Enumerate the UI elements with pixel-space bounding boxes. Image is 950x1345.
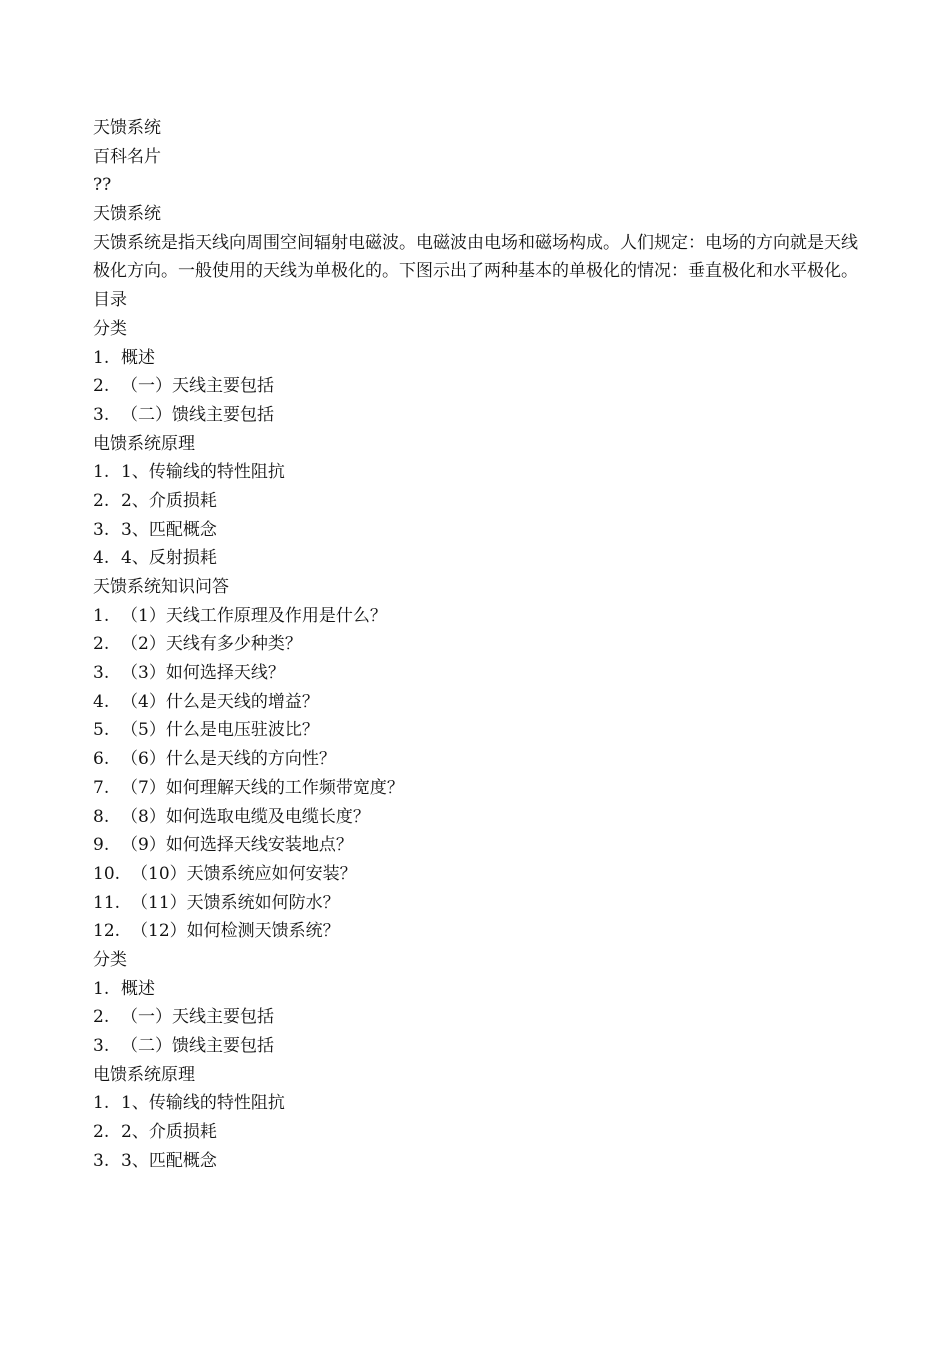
toc-item-label: （1）天线工作原理及作用是什么？	[121, 605, 387, 626]
toc-item-label: （6）什么是天线的方向性？	[121, 749, 336, 770]
toc-item[interactable]	[93, 344, 868, 373]
toc-item-label: （一）天线主要包括	[121, 376, 274, 397]
toc-item-number: 10.	[93, 863, 121, 884]
toc-item-number: 2.	[93, 1122, 110, 1143]
toc-item[interactable]	[93, 803, 868, 832]
toc-item[interactable]	[93, 630, 868, 659]
toc-item-label: （9）如何选择天线安装地点？	[121, 835, 353, 856]
toc-item-number: 8.	[93, 806, 110, 827]
toc-item-label: 4、反射损耗	[121, 548, 217, 569]
toc-item-label: （一）天线主要包括	[121, 1007, 274, 1028]
toc-item-number: 1.	[93, 462, 110, 483]
toc-item-number: 9.	[93, 835, 110, 856]
toc-item-number: 2.	[93, 376, 110, 397]
toc-item[interactable]	[93, 1118, 868, 1147]
document-page	[93, 114, 868, 1175]
toc-item[interactable]	[93, 372, 868, 401]
toc-item-number: 12.	[93, 921, 121, 942]
toc-item-label: （2）天线有多少种类？	[121, 634, 302, 655]
toc-item[interactable]	[93, 831, 868, 860]
toc-item[interactable]	[93, 889, 868, 918]
toc-item[interactable]	[93, 917, 868, 946]
toc-item-number: 4.	[93, 548, 110, 569]
toc-item[interactable]	[93, 860, 868, 889]
toc-item-label: （二）馈线主要包括	[121, 1036, 274, 1057]
toc-item-number: 1.	[93, 1093, 110, 1114]
image-placeholder-text: ??	[93, 175, 112, 196]
toc-item[interactable]	[93, 1089, 868, 1118]
page-title: 天馈系统	[93, 118, 161, 138]
toc-item[interactable]	[93, 602, 868, 631]
toc-item[interactable]	[93, 544, 868, 573]
toc-section-heading[interactable]: 天馈系统知识问答	[93, 577, 229, 598]
toc-item-label: （10）天馈系统应如何安装？	[131, 863, 357, 884]
toc-item[interactable]	[93, 688, 868, 717]
toc-item-number: 4.	[93, 691, 110, 712]
toc-item[interactable]	[93, 745, 868, 774]
toc-item-number: 6.	[93, 749, 110, 770]
toc-item-number: 2.	[93, 490, 110, 511]
toc-item[interactable]	[93, 401, 868, 430]
toc-item-number: 1.	[93, 605, 110, 626]
toc-item-number: 3.	[93, 1150, 110, 1171]
subtitle: 天馈系统	[93, 204, 161, 225]
toc-item-label: 3、匹配概念	[121, 1150, 217, 1171]
toc-item[interactable]	[93, 487, 868, 516]
toc-item[interactable]	[93, 1147, 868, 1176]
toc-item-label: （5）什么是电压驻波比？	[121, 720, 319, 741]
toc-item-label: 3、匹配概念	[121, 519, 217, 540]
toc-item[interactable]	[93, 516, 868, 545]
toc-item-number: 7.	[93, 777, 110, 798]
toc-section-heading[interactable]: 分类	[93, 949, 127, 970]
toc-item-label: （12）如何检测天馈系统？	[131, 921, 340, 942]
toc-item[interactable]	[93, 774, 868, 803]
toc-item-label: （3）如何选择天线？	[121, 663, 285, 684]
toc-item-number: 5.	[93, 720, 110, 741]
toc-item-number: 11.	[93, 892, 121, 913]
toc-item-label: 2、介质损耗	[121, 1122, 217, 1143]
toc-item[interactable]	[93, 1032, 868, 1061]
toc-item-label: （二）馈线主要包括	[121, 404, 274, 425]
toc-item-label: 1、传输线的特性阻抗	[121, 462, 285, 483]
toc-item-label: （11）天馈系统如何防水？	[131, 892, 340, 913]
toc-item-number: 1.	[93, 978, 110, 999]
toc-item-label: （7）如何理解天线的工作频带宽度？	[121, 777, 404, 798]
toc-item-number: 2.	[93, 1007, 110, 1028]
toc-item-number: 3.	[93, 1036, 110, 1057]
toc-item-label: 1、传输线的特性阻抗	[121, 1093, 285, 1114]
toc-item-label: （8）如何选取电缆及电缆长度？	[121, 806, 370, 827]
toc-item-number: 3.	[93, 519, 110, 540]
toc-item-number: 2.	[93, 634, 110, 655]
toc-item[interactable]	[93, 659, 868, 688]
toc-item-label: 概述	[121, 978, 155, 999]
toc-section-heading[interactable]: 电馈系统原理	[93, 1064, 195, 1085]
toc-item[interactable]	[93, 716, 868, 745]
intro-paragraph: 天馈系统是指天线向周围空间辐射电磁波。电磁波由电场和磁场构成。人们规定：电场的方向就是天线极化方向。一般使用的天线为单极化的。下图示出了两种基本的单极化的情况：垂直极化和水平极化。	[93, 232, 858, 282]
toc-item-label: 2、介质损耗	[121, 490, 217, 511]
toc-item[interactable]	[93, 1003, 868, 1032]
table-of-contents	[93, 315, 868, 1176]
toc-item-label: （4）什么是天线的增益？	[121, 691, 319, 712]
toc-item[interactable]	[93, 458, 868, 487]
toc-item-label: 概述	[121, 347, 155, 368]
toc-section-heading[interactable]: 电馈系统原理	[93, 433, 195, 454]
toc-section-heading[interactable]: 分类	[93, 318, 127, 339]
card-label: 百科名片	[93, 146, 161, 167]
toc-item[interactable]	[93, 975, 868, 1004]
toc-item-number: 3.	[93, 404, 110, 425]
toc-heading: 目录	[93, 290, 127, 311]
toc-item-number: 3.	[93, 663, 110, 684]
toc-item-number: 1.	[93, 347, 110, 368]
